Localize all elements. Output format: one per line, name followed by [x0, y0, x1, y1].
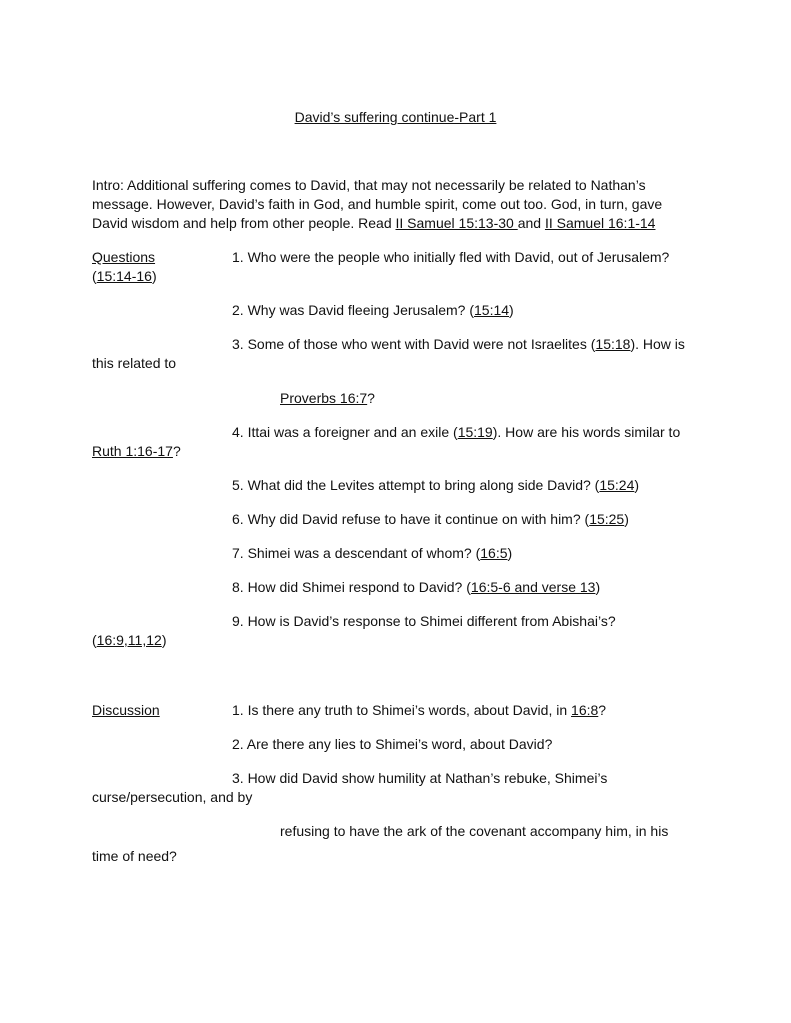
text-segment: ) [624, 511, 629, 527]
question-7 [232, 544, 512, 562]
text-segment: 5. What did the Levites attempt to bring along side David? ( [232, 477, 600, 493]
discussion-2 [232, 735, 552, 753]
scripture-link[interactable]: 16:5-6 and verse 13 [470, 579, 596, 595]
questions-heading [92, 248, 155, 266]
question-9 [232, 612, 616, 630]
question-1-ref [92, 267, 157, 285]
text-segment: ( [92, 268, 97, 284]
intro-line-1 [92, 176, 646, 194]
text-segment: ? [598, 702, 607, 718]
scripture-link[interactable]: 16:5 [480, 545, 508, 561]
intro-line-3 [92, 214, 655, 232]
intro-line-2 [92, 195, 662, 213]
text-segment: refusing to have the ark of the covenant accompany him, in his [280, 823, 669, 839]
question-2 [232, 301, 514, 319]
text-segment: 2. Why was David fleeing Jerusalem? ( [232, 302, 474, 318]
text-segment: ) [161, 632, 167, 648]
scripture-link[interactable]: Proverbs 16:7 [280, 390, 368, 406]
text-segment: and [517, 215, 545, 231]
question-4-ref [92, 442, 181, 460]
text-segment: ) [151, 268, 157, 284]
scripture-link[interactable]: 15:18 [595, 336, 631, 352]
scripture-link[interactable]: II Samuel 15:13-30 [395, 215, 518, 231]
discussion-heading [92, 701, 160, 719]
text-segment: 8. How did Shimei respond to David? ( [232, 579, 471, 595]
text-segment: ). How is [630, 336, 685, 352]
scripture-link[interactable]: 15:25 [589, 511, 625, 527]
text-segment: David wisdom and help from other people. Read [92, 215, 396, 231]
text-segment: time of need? [92, 848, 177, 864]
text-segment: message. However, David’s faith in God, and humble spirit, come out too. God, in turn, gave [92, 196, 663, 212]
text-segment: ) [595, 579, 601, 595]
question-8 [232, 578, 600, 596]
question-3 [232, 335, 685, 353]
text-segment: 1. Is there any truth to Shimei’s words, about David, in [232, 702, 572, 718]
scripture-link[interactable]: 16:9,11,12 [96, 632, 162, 648]
question-3-ref [280, 389, 375, 407]
question-3-cont [92, 354, 176, 372]
scripture-link[interactable]: 15:24 [599, 477, 635, 493]
discussion-3 [232, 769, 607, 787]
text-segment: 6. Why did David refuse to have it continue on with him? ( [232, 511, 590, 527]
text-segment: ( [92, 632, 97, 648]
scripture-link[interactable]: 15:14-16 [96, 268, 152, 284]
text-segment: Intro: Additional suffering comes to David, that may not necessarily be related to Nathan’s [92, 177, 646, 193]
text-segment: 3. Some of those who went with David were not Israelites ( [232, 336, 596, 352]
question-9-ref [92, 631, 166, 649]
discussion-3-cont-3 [92, 847, 177, 865]
text-segment: 2. Are there any lies to Shimei’s word, about David? [232, 736, 553, 752]
text-segment: ? [172, 443, 181, 459]
scripture-link[interactable]: Ruth 1:16-17 [92, 443, 173, 459]
question-6 [232, 510, 629, 528]
text-segment: 9. How is David’s response to Shimei different from Abishai’s? [232, 613, 616, 629]
text-segment: ? [367, 390, 375, 406]
question-1 [232, 248, 669, 266]
discussion-3-cont [92, 788, 252, 806]
question-4 [232, 423, 680, 441]
text-segment: ). How are his words similar to [492, 424, 681, 440]
text-segment: 3. How did David show humility at Nathan’s rebuke, Shimei’s [232, 770, 608, 786]
scripture-link[interactable]: 15:19 [457, 424, 493, 440]
text-segment: 1. Who were the people who initially fled with David, out of Jerusalem? [232, 249, 670, 265]
scripture-link[interactable]: Discussion [92, 702, 160, 718]
text-segment: 4. Ittai was a foreigner and an exile ( [232, 424, 458, 440]
scripture-link[interactable]: II Samuel 16:1-14 [544, 215, 656, 231]
text-segment: this related to [92, 355, 177, 371]
text-segment: ) [509, 302, 514, 318]
text-segment: ) [507, 545, 513, 561]
document-title: David’s suffering continue-Part 1 [294, 109, 497, 125]
question-5 [232, 476, 639, 494]
text-segment: ) [634, 477, 640, 493]
scripture-link[interactable]: 15:14 [474, 302, 510, 318]
discussion-3-cont-2 [280, 822, 668, 840]
discussion-1 [232, 701, 606, 719]
text-segment: 7. Shimei was a descendant of whom? ( [232, 545, 481, 561]
scripture-link[interactable]: 16:8 [571, 702, 599, 718]
text-segment: curse/persecution, and by [92, 789, 253, 805]
scripture-link[interactable]: Questions [92, 249, 156, 265]
